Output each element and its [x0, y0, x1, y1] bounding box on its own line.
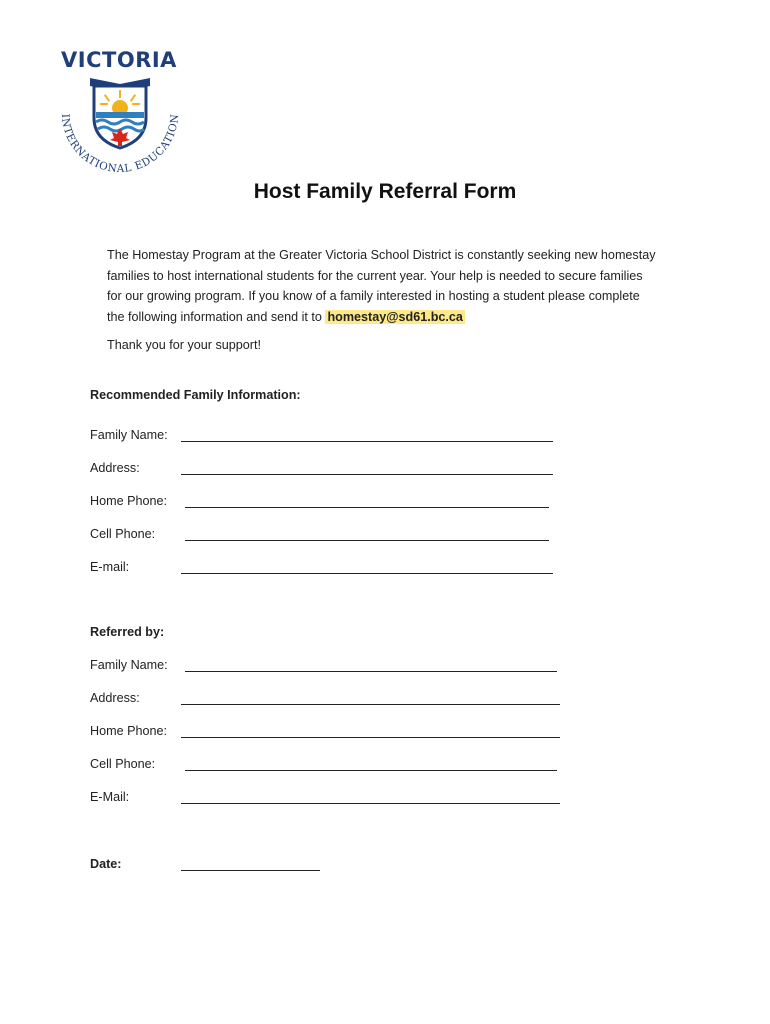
rec-home-phone-field[interactable]: [185, 507, 549, 508]
rec-home-phone-label: Home Phone:: [90, 494, 168, 508]
logo-ring-text: INTERNATIONAL EDUCATION: [58, 113, 182, 176]
date-field[interactable]: [181, 870, 320, 871]
ref-email-label: E-Mail:: [90, 790, 130, 804]
ref-home-phone-field[interactable]: [181, 737, 560, 738]
rec-email-label: E-mail:: [90, 560, 130, 574]
thanks-text: Thank you for your support!: [107, 338, 262, 352]
intro-paragraph: [107, 245, 687, 327]
intro-line-prefix: the following information and send it to: [107, 309, 326, 324]
ref-cell-phone-field[interactable]: [185, 770, 557, 771]
ref-family-name-label: Family Name:: [90, 658, 168, 672]
ref-home-phone-label: Home Phone:: [90, 724, 168, 738]
rec-address-field[interactable]: [181, 474, 553, 475]
rec-email-field[interactable]: [181, 573, 553, 574]
recommended-heading: Recommended Family Information:: [90, 388, 301, 402]
logo-wordmark: VICTORIA: [61, 48, 177, 72]
rec-cell-phone-field[interactable]: [185, 540, 549, 541]
ref-address-label: Address:: [90, 691, 140, 705]
rec-family-name-field[interactable]: [181, 441, 553, 442]
referred-heading: Referred by:: [90, 625, 165, 639]
rec-cell-phone-label: Cell Phone:: [90, 527, 156, 541]
date-label: Date:: [90, 857, 122, 871]
logo-crest-icon: [56, 72, 184, 188]
ref-cell-phone-label: Cell Phone:: [90, 757, 156, 771]
intro-line: [107, 307, 687, 328]
rec-address-label: Address:: [90, 461, 140, 475]
ref-family-name-field[interactable]: [185, 671, 557, 672]
intro-line: The Homestay Program at the Greater Victoria School District is constantly seeking new homestay: [107, 248, 656, 262]
rec-family-name-label: Family Name:: [90, 428, 168, 442]
intro-line: families to host international students for the current year. Your help is needed to secure families: [107, 268, 643, 283]
ref-address-field[interactable]: [181, 704, 560, 705]
intro-line: for our growing program. If you know of a family interested in hosting a student please complete: [107, 289, 640, 303]
email-link[interactable]: homestay@sd61.bc.ca: [327, 309, 463, 324]
victoria-logo: [56, 48, 184, 188]
form-title: Host Family Referral Form: [253, 180, 517, 203]
ref-email-field[interactable]: [181, 803, 560, 804]
